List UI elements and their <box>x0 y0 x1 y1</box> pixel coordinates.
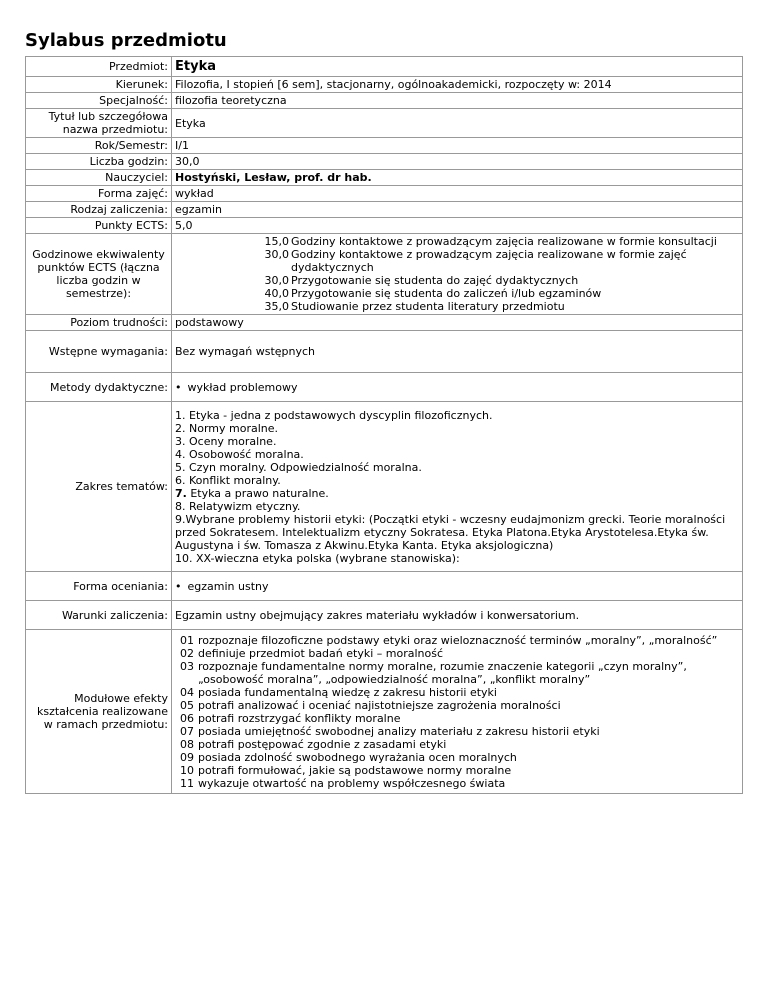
outcome-text: posiada zdolność swobodnego wyrażania ocen moralnych <box>198 750 517 764</box>
page-title: Sylabus przedmiotu <box>25 30 227 51</box>
label-forma: Forma zajęć: <box>26 186 172 202</box>
outcome-code: 03 <box>180 659 194 673</box>
value-metody <box>172 373 743 402</box>
row-zaliczenie <box>26 202 743 218</box>
label-zaliczenie: Rodzaj zaliczenia: <box>26 202 172 218</box>
ects-hours-item <box>259 248 739 274</box>
methods-list <box>175 381 739 394</box>
row-ocenianie <box>26 572 743 601</box>
outcome-text: wykazuje otwartość na problemy współczesnego świata <box>198 776 506 790</box>
learning-outcome <box>175 660 739 686</box>
topic-line: 6. Konflikt moralny. <box>175 473 281 487</box>
outcome-code: 06 <box>180 711 194 725</box>
outcome-text: potrafi rozstrzygać konflikty moralne <box>198 711 401 725</box>
value-nauczyciel: Hostyński, Lesław, prof. dr hab. <box>172 170 743 186</box>
label-metody: Metody dydaktyczne: <box>26 373 172 402</box>
label-tytul: Tytuł lub szczegółowa nazwa przedmiotu: <box>26 109 172 138</box>
label-zakres: Zakres tematów: <box>26 402 172 572</box>
row-ects <box>26 218 743 234</box>
row-specjalnosc <box>26 93 743 109</box>
outcome-code: 08 <box>180 737 194 751</box>
row-przedmiot <box>26 57 743 77</box>
learning-outcome <box>175 699 739 712</box>
label-warunki: Warunki zaliczenia: <box>26 601 172 630</box>
learning-outcome <box>175 725 739 738</box>
outcome-text: rozpoznaje fundamentalne normy moralne, rozumie znaczenie kategorii „czyn moralny”, „osobowość moralna”, „odpowiedzialność moralna”, „konflikt moralny” <box>198 659 687 686</box>
ects-hours-item <box>259 274 739 287</box>
value-warunki: Egzamin ustny obejmujący zakres materiału wykładów i konwersatorium. <box>172 601 743 630</box>
value-przedmiot: Etyka <box>172 57 743 77</box>
topic-line: 2. Normy moralne. <box>175 421 279 435</box>
value-forma: wykład <box>172 186 743 202</box>
topic-line: 4. Osobowość moralna. <box>175 447 304 461</box>
ects-hours-text: Przygotowanie się studenta do zaliczeń i/lub egzaminów <box>291 287 602 300</box>
label-rok: Rok/Semestr: <box>26 138 172 154</box>
outcome-text: potrafi formułować, jakie są podstawowe normy moralne <box>198 763 512 777</box>
value-godzinowe <box>172 234 743 315</box>
label-przedmiot: Przedmiot: <box>26 57 172 77</box>
learning-outcome <box>175 751 739 764</box>
outcome-code: 05 <box>180 698 194 712</box>
row-forma <box>26 186 743 202</box>
label-nauczyciel: Nauczyciel: <box>26 170 172 186</box>
value-wymagania: Bez wymagań wstępnych <box>172 331 743 373</box>
learning-outcome <box>175 686 739 699</box>
learning-outcome <box>175 764 739 777</box>
learning-outcome <box>175 777 739 790</box>
ects-hours-text: Godziny kontaktowe z prowadzącym zajęcia realizowane w formie konsultacji <box>291 235 717 248</box>
topic-number: 7. <box>175 486 187 500</box>
value-specjalnosc: filozofia teoretyczna <box>172 93 743 109</box>
outcome-code: 02 <box>180 646 194 660</box>
ects-hours-num: 35,0 <box>264 300 289 313</box>
topic-line: 10. XX-wieczna etyka polska (wybrane stanowiska): <box>175 551 460 565</box>
topic-text: Etyka a prawo naturalne. <box>186 486 329 500</box>
ects-hours-item <box>259 287 739 300</box>
syllabus-table <box>25 56 743 794</box>
outcome-code: 04 <box>180 685 194 699</box>
outcome-text: potrafi postępować zgodnie z zasadami etyki <box>198 737 447 751</box>
row-godziny <box>26 154 743 170</box>
ects-hours-text: Studiowanie przez studenta literatury przedmiotu <box>291 300 565 313</box>
topic-line: 3. Oceny moralne. <box>175 434 277 448</box>
value-poziom: podstawowy <box>172 315 743 331</box>
value-godziny: 30,0 <box>172 154 743 170</box>
topic-line: 5. Czyn moralny. Odpowiedzialność moralna. <box>175 460 422 474</box>
topic-line: 9.Wybrane problemy historii etyki: (Początki etyki - wczesny eudajmonizm grecki. Teorie moralności przed Sokratesem. Intelektualizm etyczny Sokratesa. Etyka Platona.Etyka Arystotelesa.Etyka św. Augustyna i św. Tomasza z Akwinu.Etyka Kanta. Etyka aksjologiczna) <box>175 512 726 552</box>
row-efekty <box>26 630 743 794</box>
value-rok: I/1 <box>172 138 743 154</box>
label-godziny: Liczba godzin: <box>26 154 172 170</box>
ects-hours-item <box>259 235 739 248</box>
methods-item: • wykład problemowy <box>175 381 739 394</box>
outcome-text: definiuje przedmiot badań etyki – moralność <box>198 646 444 660</box>
value-tytul: Etyka <box>172 109 743 138</box>
label-godzinowe: Godzinowe ekwiwalenty punktów ECTS (łączna liczba godzin w semestrze): <box>26 234 172 315</box>
row-wymagania <box>26 331 743 373</box>
topic-line <box>175 487 739 500</box>
row-warunki <box>26 601 743 630</box>
outcome-code: 01 <box>180 633 194 647</box>
ects-hours-num: 30,0 <box>264 274 289 287</box>
label-specjalnosc: Specjalność: <box>26 93 172 109</box>
topic-line: 1. Etyka - jedna z podstawowych dyscyplin filozoficznych. <box>175 408 493 422</box>
ects-hours-num: 30,0 <box>264 248 289 261</box>
outcome-text: posiada fundamentalną wiedzę z zakresu historii etyki <box>198 685 497 699</box>
learning-outcome <box>175 738 739 751</box>
learning-outcome <box>175 634 739 647</box>
row-metody <box>26 373 743 402</box>
value-zakres <box>172 402 743 572</box>
value-kierunek: Filozofia, I stopień [6 sem], stacjonarny, ogólnoakademicki, rozpoczęty w: 2014 <box>172 77 743 93</box>
row-zakres <box>26 402 743 572</box>
learning-outcome <box>175 712 739 725</box>
outcome-code: 11 <box>180 776 194 790</box>
label-efekty: Modułowe efekty kształcenia realizowane w ramach przedmiotu: <box>26 630 172 794</box>
row-rok <box>26 138 743 154</box>
value-ects: 5,0 <box>172 218 743 234</box>
label-ects: Punkty ECTS: <box>26 218 172 234</box>
outcome-text: potrafi analizować i oceniać najistotniejsze zagrożenia moralności <box>198 698 561 712</box>
value-ocenianie <box>172 572 743 601</box>
learning-outcome <box>175 647 739 660</box>
row-tytul <box>26 109 743 138</box>
row-poziom <box>26 315 743 331</box>
ects-hours-list <box>259 235 739 313</box>
outcome-code: 09 <box>180 750 194 764</box>
outcome-code: 10 <box>180 763 194 777</box>
ects-hours-num: 40,0 <box>264 287 289 300</box>
topic-line: 8. Relatywizm etyczny. <box>175 499 301 513</box>
label-wymagania: Wstępne wymagania: <box>26 331 172 373</box>
row-nauczyciel <box>26 170 743 186</box>
row-kierunek <box>26 77 743 93</box>
value-zaliczenie: egzamin <box>172 202 743 218</box>
ects-hours-item <box>259 300 739 313</box>
label-poziom: Poziom trudności: <box>26 315 172 331</box>
outcome-code: 07 <box>180 724 194 738</box>
ects-hours-text: Godziny kontaktowe z prowadzącym zajęcia realizowane w formie zajęć dydaktycznych <box>291 248 687 274</box>
value-efekty <box>172 630 743 794</box>
row-godzinowe <box>26 234 743 315</box>
label-kierunek: Kierunek: <box>26 77 172 93</box>
assessment-item: • egzamin ustny <box>175 580 739 593</box>
outcome-text: posiada umiejętność swobodnej analizy materiału z zakresu historii etyki <box>198 724 600 738</box>
outcome-text: rozpoznaje filozoficzne podstawy etyki oraz wieloznaczność terminów „moralny”, „moralność” <box>198 633 718 647</box>
ects-hours-num: 15,0 <box>264 235 289 248</box>
label-ocenianie: Forma oceniania: <box>26 572 172 601</box>
ects-hours-text: Przygotowanie się studenta do zajęć dydaktycznych <box>291 274 579 287</box>
assessment-list <box>175 580 739 593</box>
